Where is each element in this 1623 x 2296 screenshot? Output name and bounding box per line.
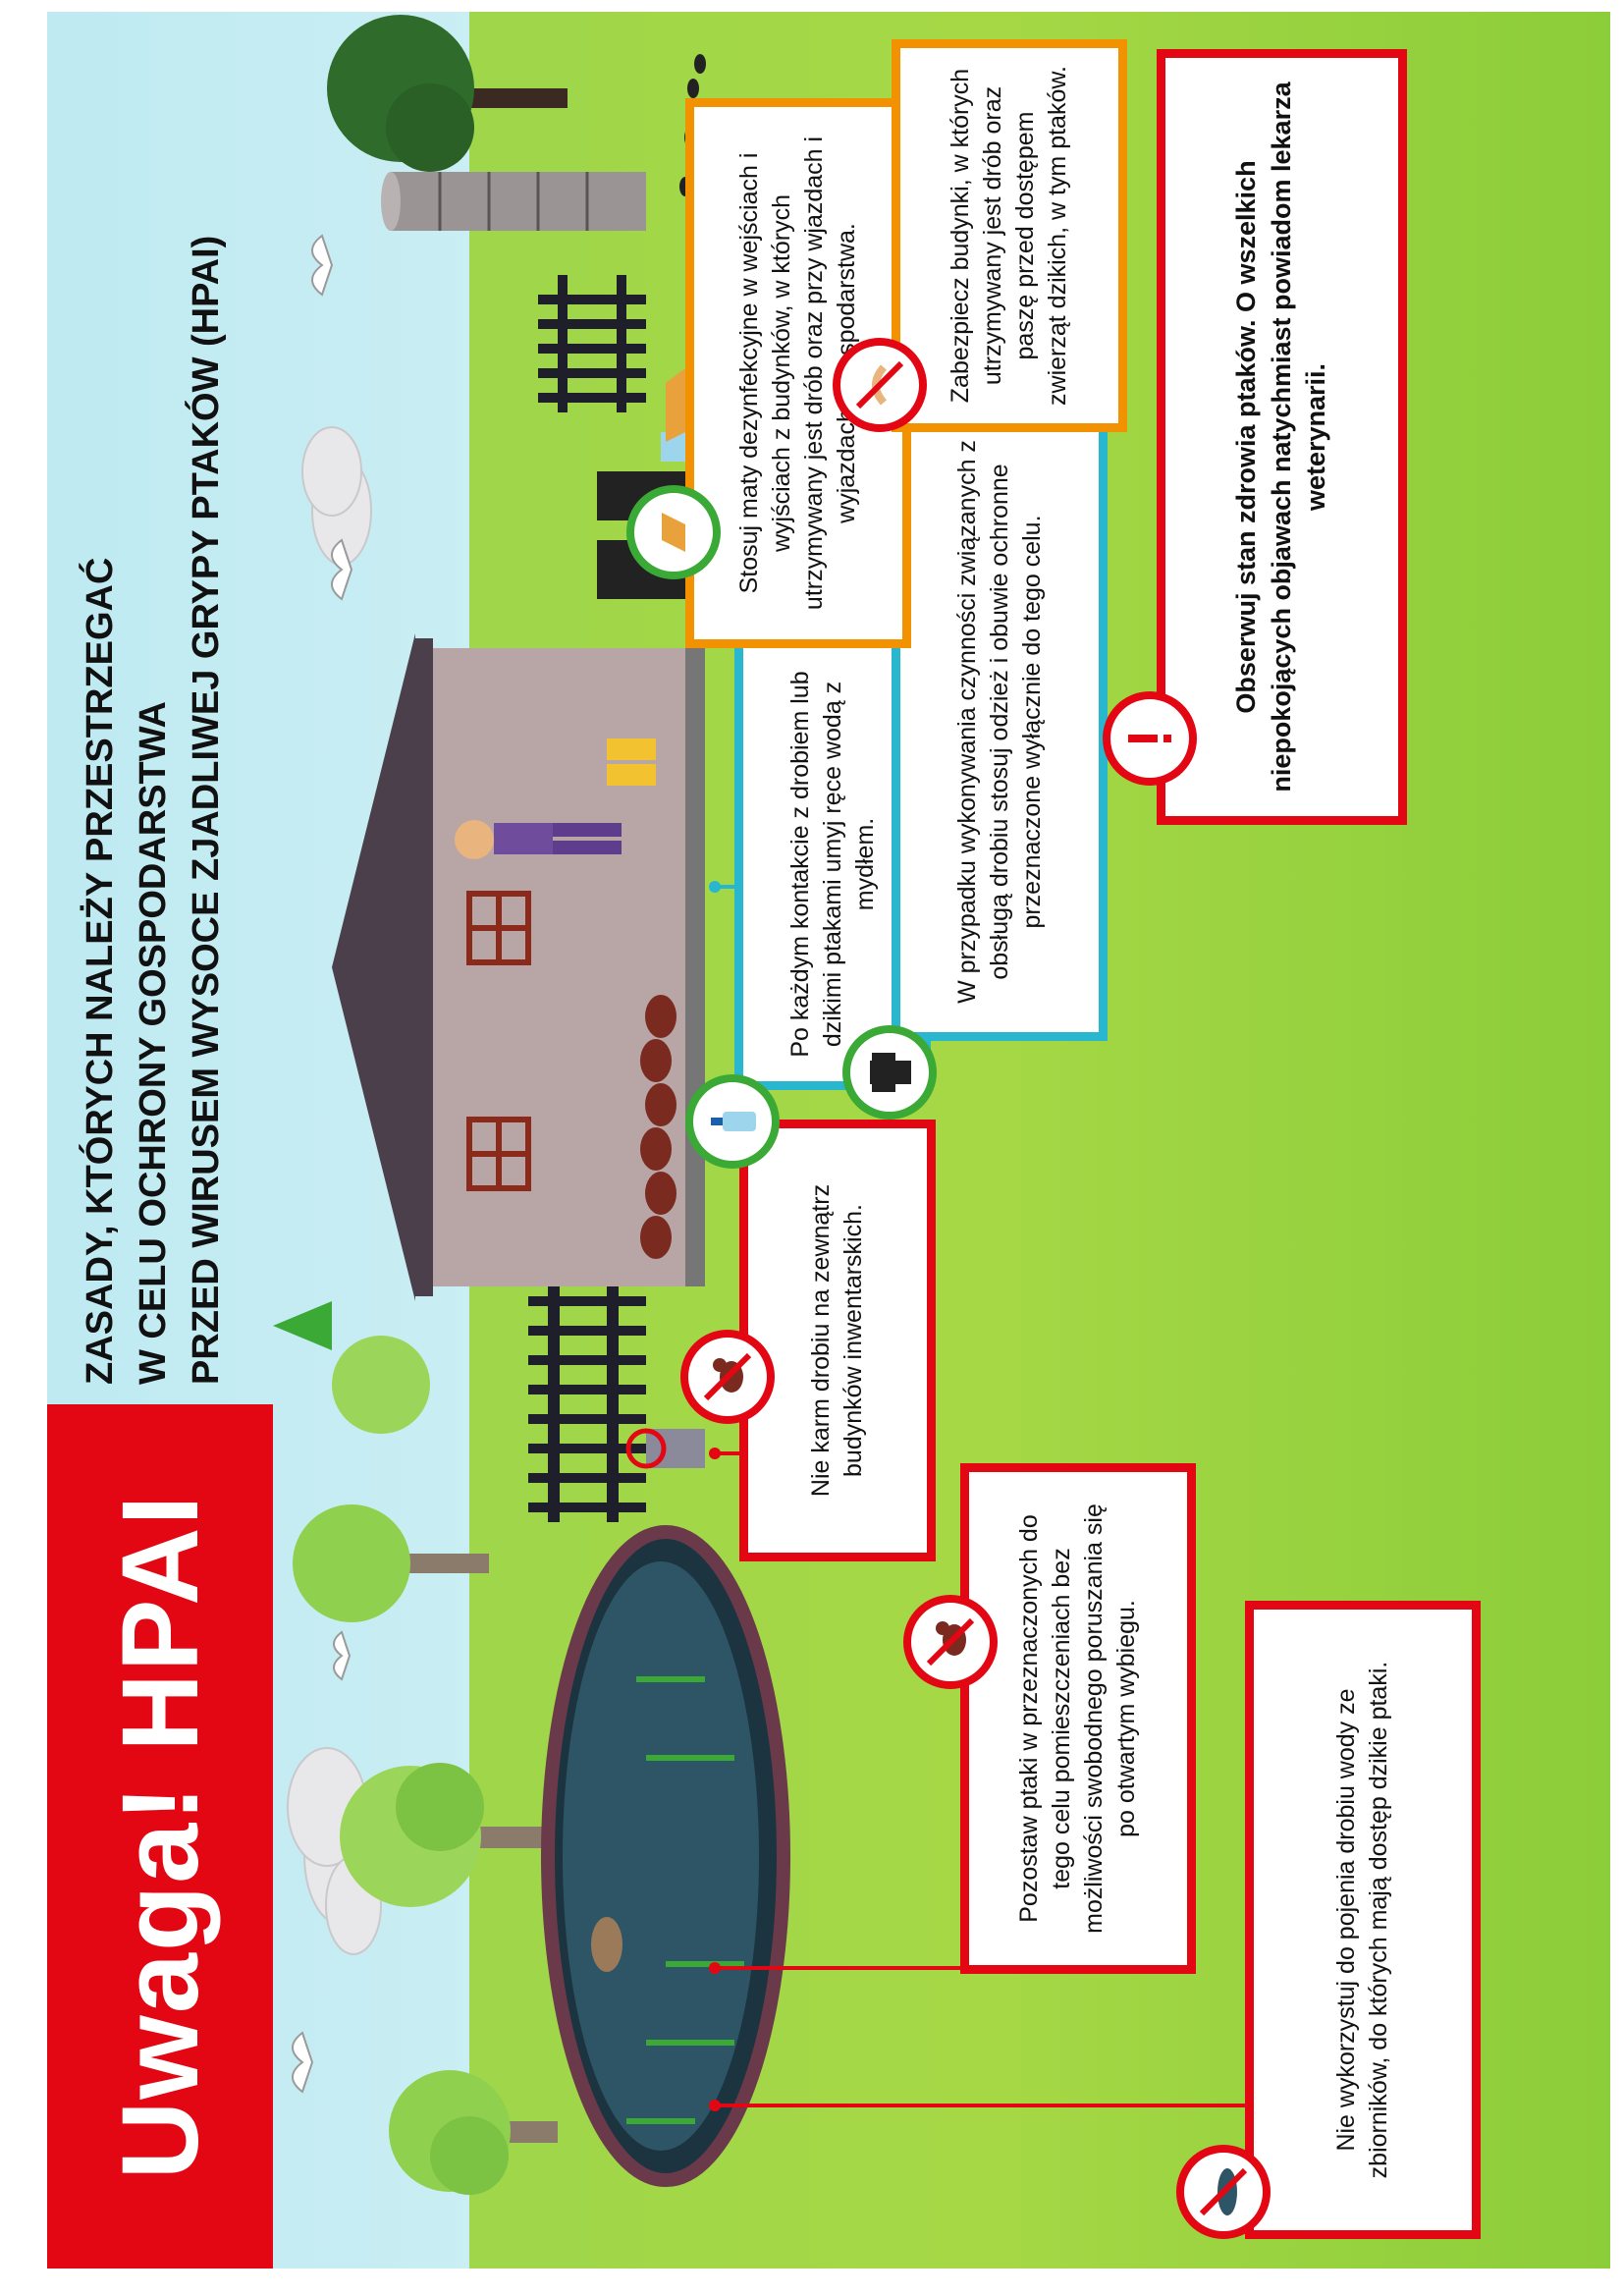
- rule-water-badge: [1176, 2145, 1271, 2239]
- protective-clothing-icon: [858, 1041, 921, 1104]
- connector-water-dot: [709, 2100, 721, 2111]
- no-free-range-bird-icon: [919, 1611, 982, 1673]
- title-banner: [47, 1404, 273, 2269]
- rule-feed-storage-badge: [833, 338, 927, 432]
- rule-handwash-text: Po każdym kontakcie z drobiem lub dzikimi ptakami umyj ręce wodą z mydłem.: [785, 671, 879, 1058]
- no-wild-bird-feed-icon: [848, 354, 911, 416]
- connector-feeding-dot: [709, 1448, 721, 1459]
- connector-water: [715, 2104, 1250, 2107]
- rule-confine: [960, 1463, 1196, 1974]
- no-feeding-hen-icon: [696, 1345, 759, 1408]
- connector-confine: [715, 1966, 960, 1970]
- banner-title: Uwaga! HPAI: [99, 1493, 221, 2180]
- rule-observe-text: Obserwuj stan zdrowia ptaków. O wszelkich niepokojących objawach natychmiast powiadom lekarza weterynarii.: [1231, 82, 1331, 793]
- alert-exclamation-icon: [1118, 707, 1181, 770]
- rule-mats-badge: [626, 485, 721, 579]
- rule-mats-text: Stosuj maty dezynfekcyjne w wejściach i wyjściach z budynków, w których utrzymywany jest drób oraz przy wjazdach i wyjazdach gospodarstwa.: [735, 136, 860, 611]
- rule-observe-badge: [1103, 691, 1197, 786]
- connector-confine-dot: [709, 1962, 721, 1974]
- rule-clothing-badge: [842, 1025, 937, 1120]
- rule-feeding-badge: [680, 1330, 775, 1424]
- rule-feeding-text: Nie karm drobiu na zewnątrz budynków inwentarskich.: [807, 1183, 867, 1498]
- no-pond-icon: [1192, 2160, 1255, 2223]
- rule-water-text: Nie wykorzystuj do pojenia drobiu wody ze zbiorników, do których mają dostęp dzikie ptaki.: [1332, 1661, 1392, 2179]
- connector-clothing-dot: [709, 881, 721, 893]
- rule-confine-text: Pozostaw ptaki w przeznaczonych do tego celu pomieszczeniach bez możliwości swobodnego poruszania się po otwartym wybiegu.: [1015, 1503, 1140, 1934]
- heading-line-3: PRZED WIRUSEM WYSOCE ZJADLIWEJ GRYPY PTAKÓW (HPAI): [185, 235, 227, 1385]
- poster-stage: [47, 12, 1610, 2269]
- rule-water: [1245, 1601, 1481, 2239]
- rule-feed-storage: [892, 39, 1127, 432]
- rule-confine-badge: [903, 1595, 998, 1689]
- heading-line-2: W CELU OCHRONY GOSPODARSTWA: [132, 701, 174, 1385]
- rule-feeding: [739, 1120, 936, 1561]
- soap-bottle-icon: [701, 1090, 764, 1153]
- disinfection-mat-icon: [642, 501, 705, 564]
- rule-clothing-text: W przypadku wykonywania czynności związanych z obsługą drobiu stosuj odzież i obuwie ochronne przeznaczone wyłącznie do tego celu.: [952, 440, 1046, 1004]
- rule-observe: [1157, 49, 1407, 825]
- rule-feed-storage-text: Zabezpiecz budynki, w których utrzymywany jest drób oraz paszę przed dostępem zwierząt dzikich, w tym ptaków.: [947, 66, 1071, 406]
- poster: [47, 12, 1610, 2269]
- heading-line-1: ZASADY, KTÓRYCH NALEŻY PRZESTRZEGAĆ: [80, 557, 121, 1385]
- page-heading: [75, 29, 261, 1385]
- rule-handwash-badge: [685, 1074, 780, 1169]
- rule-clothing: [892, 403, 1108, 1041]
